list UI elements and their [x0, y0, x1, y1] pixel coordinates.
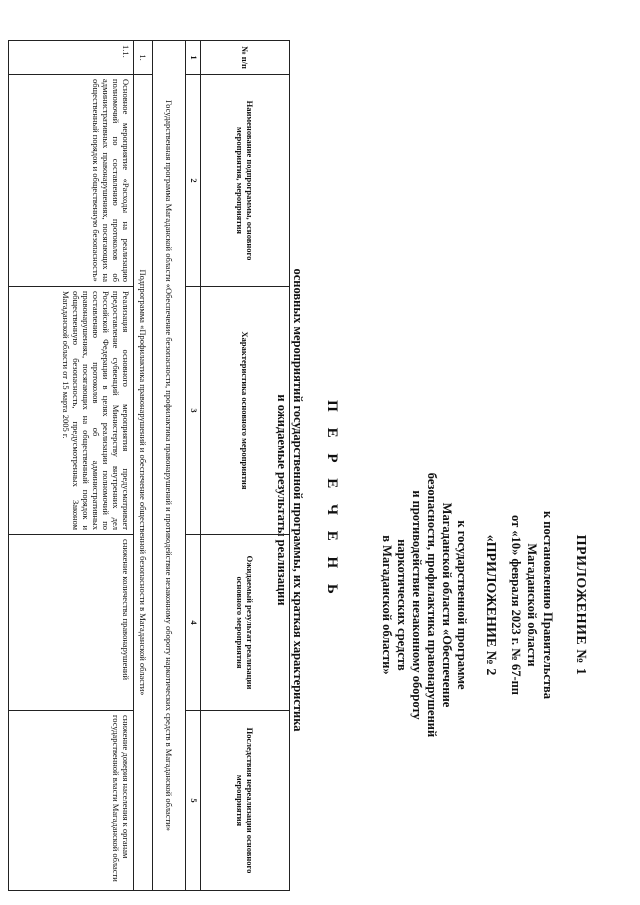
appendix-1-block	[508, 425, 588, 785]
appendix-2-line: Магаданской области «Обеспечение	[440, 502, 454, 708]
header-result: Ожидаемый результат реализации основного мероприятия	[201, 535, 290, 711]
program-title: Государственная программа Магаданской области «Обеспечение безопасности, профилактика правонарушений и противодействие незаконному обороту наркотических средств в Магаданской области»	[153, 41, 186, 891]
appendix-2-line: наркотических средств	[395, 539, 409, 671]
appendix-2-line: безопасности, профилактика правонарушений	[425, 472, 439, 738]
appendix-2-block	[379, 425, 498, 785]
header-name: Наименование подпрограммы, основного мероприятия, мероприятия	[201, 75, 290, 287]
row-name: Основное мероприятие «Расходы на реализацию полномочий по составлению протоколов об административных правонарушениях, посягающих на общественный порядок и общественную безопасность»	[9, 75, 134, 287]
appendix-2-line: и противодействие незаконному обороту	[410, 490, 424, 720]
appendix-2-line: в Магаданской области»	[380, 535, 394, 675]
row-result: снижение количества правонарушений	[9, 535, 134, 711]
measures-table	[8, 40, 290, 891]
column-number: 2	[186, 75, 201, 287]
row-characteristic: Реализация основного мероприятия предусматривает предоставление субвенций Министерству внутренних дел Российской Федерации в целях реализации полномочий по составлению протоколов об административных правонарушениях, посягающих на общественный порядок и общественную безопасность, предусмотренных Законом Магаданской области от 15 марта 2005 г.	[9, 287, 134, 535]
row-consequence: снижение доверия населения к органам государственной власти Магаданской области	[9, 711, 134, 891]
appendix-1-line: Магаданской области	[525, 543, 539, 667]
header-characteristic: Характеристика основного мероприятия	[201, 287, 290, 535]
column-number: 3	[186, 287, 201, 535]
header-num: № п/п	[201, 41, 290, 75]
appendix-1-line: к постановлению Правительства	[541, 510, 555, 700]
title-word: П Е Р Е Ч Е Н Ь	[324, 400, 340, 600]
table-header-row	[201, 41, 290, 891]
appendix-1-heading: ПРИЛОЖЕНИЕ № 1	[573, 534, 588, 676]
appendix-1-line: от «10» февраля 2023 г. № 67-пп	[509, 514, 523, 696]
column-numbers-row	[186, 41, 201, 891]
table-row	[9, 41, 134, 891]
program-row	[153, 41, 186, 891]
header-consequence: Последствия нереализации основного мероприятия	[201, 711, 290, 891]
subprogram-row	[134, 41, 153, 891]
title-line: и ожидаемые результаты реализации	[275, 394, 289, 606]
title-line: основных мероприятий государственной программы, их краткая характеристика	[291, 268, 305, 732]
row-num: 1.1.	[9, 41, 134, 75]
column-number: 4	[186, 535, 201, 711]
subprogram-title: Подпрограмма «Профилактика правонарушений и обеспечение общественной безопасности в Магаданской области»	[134, 75, 153, 891]
column-number: 1	[186, 41, 201, 75]
subprogram-num: 1.	[134, 41, 153, 75]
appendix-2-line: к государственной программе	[455, 520, 469, 690]
column-number: 5	[186, 711, 201, 891]
appendix-2-heading: «ПРИЛОЖЕНИЕ № 2	[483, 534, 498, 676]
